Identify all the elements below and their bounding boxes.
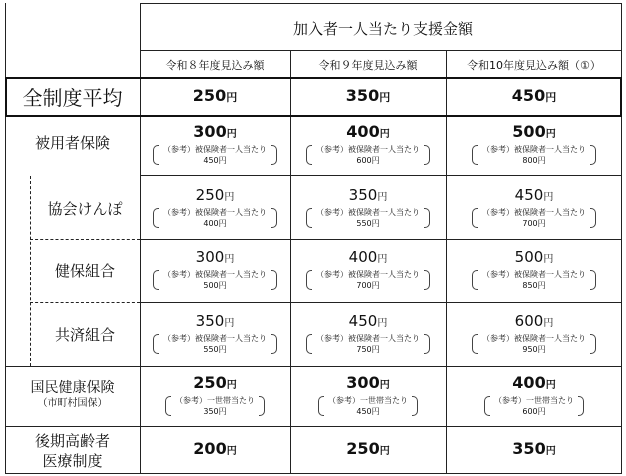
all-average-r8: 250円 bbox=[192, 85, 238, 105]
grid-below-kyokai bbox=[140, 239, 622, 240]
col-header-r8: 令和８年度見込み額 bbox=[165, 59, 265, 72]
kyosai-kumiai-r9: 450円 （参考）被保険者一人当たり 750円 bbox=[290, 304, 446, 364]
kyosai-kumiai-r8: 350円 （参考）被保険者一人当たり 550円 bbox=[140, 304, 290, 364]
table-main-title: 加入者一人当たり支援金額 bbox=[292, 19, 473, 38]
kyokai-kenpo-r8: 250円 （参考）被保険者一人当たり 400円 bbox=[140, 178, 290, 238]
employee-insurance-r10: 500円 （参考）被保険者一人当たり 800円 bbox=[446, 117, 622, 173]
grid-header-mid bbox=[140, 50, 622, 51]
late-elderly-medical-r10: 350円 bbox=[512, 438, 556, 458]
all-average-highlight-frame bbox=[5, 77, 622, 117]
grid-below-employee bbox=[140, 175, 622, 176]
row-label-employee-insurance: 被用者保険 bbox=[34, 133, 110, 152]
late-elderly-medical-r9: 250円 bbox=[346, 438, 390, 458]
national-health-insurance-r9: 300円 （参考）一世帯当たり 450円 bbox=[290, 368, 446, 424]
all-average-r10: 450円 bbox=[511, 85, 557, 105]
col-header-r10: 令和10年度見込み額（①） bbox=[467, 59, 601, 72]
col-header-r9: 令和９年度見込み額 bbox=[318, 59, 418, 72]
national-health-insurance-r10: 400円 （参考）一世帯当たり 600円 bbox=[446, 368, 622, 424]
grid-below-kyosai bbox=[5, 366, 622, 367]
grid-top bbox=[140, 3, 622, 4]
row-label-all-average: 全制度平均 bbox=[22, 86, 123, 110]
grid-below-kenpo bbox=[140, 302, 622, 303]
subcategory-dashed-2 bbox=[30, 302, 140, 303]
grid-label-divider bbox=[140, 3, 141, 474]
kyosai-kumiai-r10: 600円 （参考）被保険者一人当たり 950円 bbox=[446, 304, 622, 364]
row-label-kyosai-kumiai: 共済組合 bbox=[54, 325, 115, 344]
employee-insurance-r9: 400円 （参考）被保険者一人当たり 600円 bbox=[290, 117, 446, 173]
grid-below-national bbox=[5, 426, 622, 427]
grid-left bbox=[5, 3, 6, 474]
national-health-insurance-r8: 250円 （参考）一世帯当たり 350円 bbox=[140, 368, 290, 424]
grid-right bbox=[621, 3, 622, 474]
employee-insurance-r8: 300円 （参考）被保険者一人当たり 450円 bbox=[140, 117, 290, 173]
kenpo-kumiai-r10: 500円 （参考）被保険者一人当たり 850円 bbox=[446, 240, 622, 300]
subcategory-dashed-1 bbox=[30, 239, 140, 240]
kenpo-kumiai-r8: 300円 （参考）被保険者一人当たり 500円 bbox=[140, 240, 290, 300]
grid-bottom bbox=[5, 473, 622, 474]
row-label-kenpo-kumiai: 健保組合 bbox=[54, 261, 115, 280]
late-elderly-medical-r8: 200円 bbox=[193, 438, 237, 458]
row-label-national-health-insurance: 国民健康保険 （市町村国保） bbox=[30, 380, 115, 409]
subcategory-dashed-vertical bbox=[30, 176, 31, 366]
kyokai-kenpo-r9: 350円 （参考）被保険者一人当たり 550円 bbox=[290, 178, 446, 238]
row-label-late-elderly-medical: 後期高齢者 医療制度 bbox=[34, 432, 110, 470]
row-label-kyokai-kenpo: 協会けんぽ bbox=[47, 199, 123, 218]
all-average-r9: 350円 bbox=[345, 85, 391, 105]
kenpo-kumiai-r9: 400円 （参考）被保険者一人当たり 700円 bbox=[290, 240, 446, 300]
kyokai-kenpo-r10: 450円 （参考）被保険者一人当たり 700円 bbox=[446, 178, 622, 238]
